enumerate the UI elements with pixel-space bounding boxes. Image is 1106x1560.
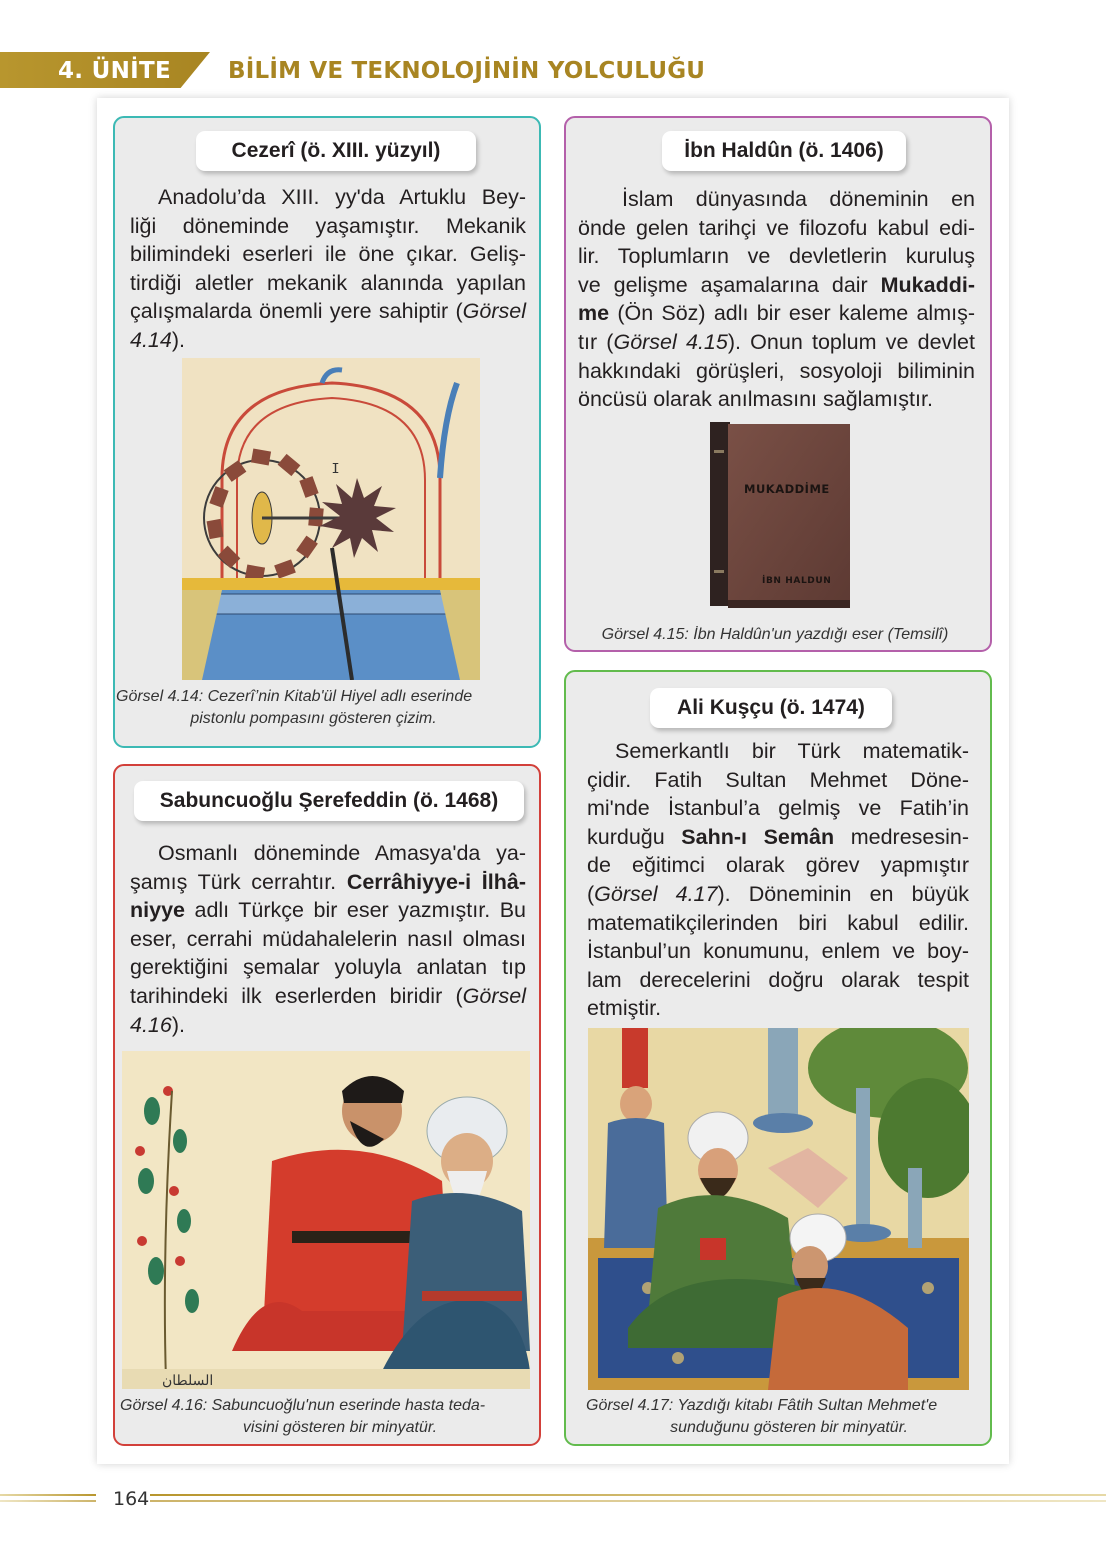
svg-text:ﺍﻟﺴﻠﻄﺎﻥ: ﺍﻟﺴﻠﻄﺎﻥ [162, 1373, 214, 1389]
sabuncuoglu-svg [122, 1051, 530, 1389]
unit-label: 4. ÜNİTE [58, 58, 172, 84]
ibn-haldun-title: İbn Haldûn (ö. 1406) [662, 131, 906, 171]
footer-line-left-2 [0, 1500, 96, 1502]
ali-kuscu-text: Semerkantlı bir Türk matematik- çidir. Fatih Sultan Mehmet Döne- mi'nde İstanbul’a gelmiş ve Fatih’in kurduğu Sahn-ı Semân medresesin- de eğitimci olarak görev yapmıştır (Görsel 4.17). Döneminin en büyük matematikçilerinden biri kabul edilir. İstanbul’un konumunu, enlem ve boy- lam derecelerini doğru olarak tespit etmiştir. [587, 739, 969, 1021]
footer-line-left [0, 1494, 96, 1496]
cezeri-pump-drawing [182, 358, 480, 680]
cezeri-caption: Görsel 4.14: Cezerî’nin Kitab'ül Hiyel adlı eserinde pistonlu pompasını gösteren çizim. [116, 688, 473, 727]
footer-line-right-2 [150, 1500, 1106, 1502]
cezeri-title: Cezerî (ö. XIII. yüzyıl) [196, 131, 476, 171]
ali-kuscu-svg [588, 1028, 969, 1390]
ibn-haldun-caption: Görsel 4.15: İbn Haldûn'un yazdığı eser (Temsilî) [601, 626, 949, 643]
ali-kuscu-caption: Görsel 4.17: Yazdığı kitabı Fâtih Sultan Mehmet'e sunduğunu gösteren bir minyatür. [586, 1397, 938, 1436]
page-number: 164 [113, 1488, 150, 1510]
book-author: İBN HALDUN [762, 576, 832, 586]
mukaddime-book [706, 420, 856, 612]
book-title: MUKADDİME [744, 482, 830, 496]
cezeri-text: Anadolu’da XIII. yy'da Artuklu Bey- liği döneminde yaşamıştır. Mekanik bilimindeki eserleri ile öne çıkar. Geliş- tirdiği aletler mekanik alanında yapılan çalışmalarda önemli yere sahiptir (Görsel 4.14). [130, 185, 526, 352]
sabuncuoglu-caption: Görsel 4.16: Sabuncuoğlu'nun eserinde hasta teda- visini gösteren bir minyatür. [120, 1397, 486, 1436]
ali-kuscu-title: Ali Kuşçu (ö. 1474) [650, 688, 892, 728]
ali-kuscu-miniature [588, 1028, 969, 1390]
ibn-haldun-text: İslam dünyasında döneminin en önde gelen tarihçi ve filozofu kabul edi- lir. Toplumların ve devletlerin kuruluş ve gelişme aşamalarına dair Mukaddi- me (Ön Söz) adlı bir eser kaleme almış- tır (Görsel 4.15). Onun toplum ve devlet hakkındaki görüşleri, sosyoloji biliminin öncüsü olarak anılmasını sağlamıştır. [578, 187, 975, 412]
sabuncuoglu-text: Osmanlı döneminde Amasya'da ya- şamış Türk cerrahtır. Cerrâhiyye-i İlhâ- niyye adlı Türkçe bir eser yazmıştır. Bu eser, cerrahi müdahalelerin nasıl olması gerektiğini şemalar yoluyla anlatan tıp tarihindeki ilk eserlerden biridir (Görsel 4.16). [130, 841, 526, 1037]
footer-line-right [150, 1494, 1106, 1496]
sabuncuoglu-title: Sabuncuoğlu Şerefeddin (ö. 1468) [134, 781, 524, 821]
unit-title: BİLİM VE TEKNOLOJİNİN YOLCULUĞU [228, 58, 706, 84]
svg-text:ⵊ: ⵊ [332, 461, 340, 477]
cezeri-drawing-svg [182, 358, 480, 680]
sabuncuoglu-miniature [122, 1051, 530, 1389]
